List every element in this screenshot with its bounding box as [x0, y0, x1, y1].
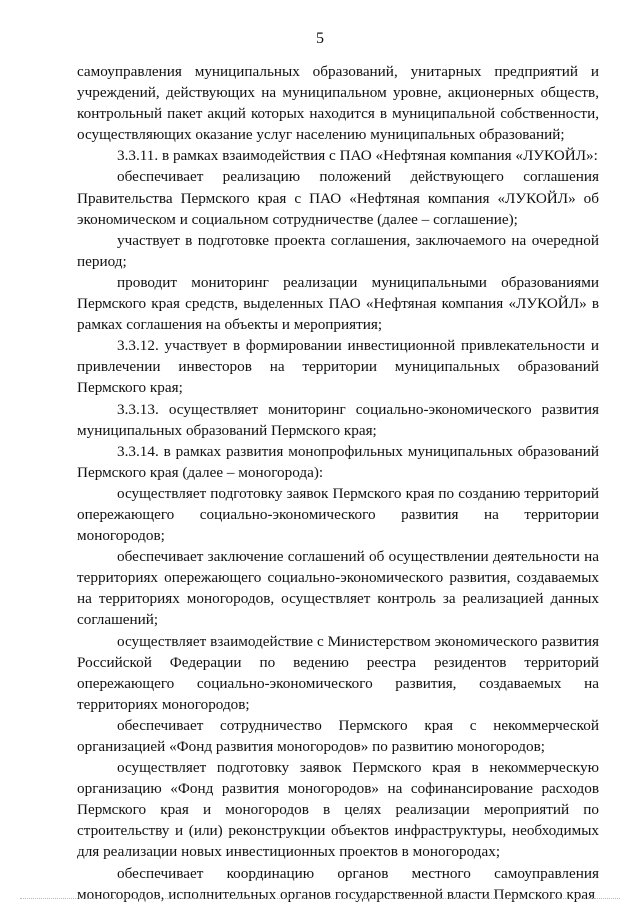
- paragraph: 3.3.12. участвует в формировании инвестиционной привлекательности и привлечении инвесторов на территории муниципальных образований Пермского края;: [77, 337, 599, 397]
- paragraph: осуществляет взаимодействие с Министерством экономического развития Российской Федерации по ведению реестра резидентов территорий опережающего социально-экономического развития, создаваемых на территориях моногородов;: [77, 632, 599, 713]
- paragraph: обеспечивает координацию органов местного самоуправления моногородов, исполнительных органов государственной власти Пермского края: [77, 864, 599, 903]
- document-body: [77, 61, 599, 905]
- paragraph: проводит мониторинг реализации муниципальными образованиями Пермского края средств, выделенных ПАО «Нефтяная компания «ЛУКОЙЛ» в рамках соглашения на объекты и мероприятия;: [77, 273, 599, 334]
- paragraph: 3.3.13. осуществляет мониторинг социально-экономического развития муниципальных образований Пермского края;: [77, 400, 599, 439]
- scan-edge-line: [20, 898, 620, 901]
- paragraph: обеспечивает сотрудничество Пермского края с некоммерческой организацией «Фонд развития моногородов» по развитию моногородов;: [77, 716, 599, 755]
- paragraph: 3.3.11. в рамках взаимодействия с ПАО «Нефтяная компания «ЛУКОЙЛ»:: [117, 147, 598, 165]
- paragraph: самоуправления муниципальных образований, унитарных предприятий и учреждений, действующих на муниципальном уровне, акционерных обществ, контрольный пакет акций которых находится в муниципальной собственности, осуществляющих оказание услуг населению муниципальных образований;: [77, 63, 599, 144]
- paragraph: обеспечивает реализацию положений действующего соглашения Правительства Пермского края с ПАО «Нефтяная компания «ЛУКОЙЛ» об экономическом и социальном сотрудничестве (далее – соглашение);: [77, 168, 599, 228]
- paragraph: участвует в подготовке проекта соглашения, заключаемого на очередной период;: [77, 231, 599, 270]
- paragraph: обеспечивает заключение соглашений об осуществлении деятельности на территориях опережающего социально-экономического развития, создаваемых на территориях моногородов, осуществляет контроль за реализацией данных соглашений;: [77, 548, 599, 629]
- paragraph: 3.3.14. в рамках развития монопрофильных муниципальных образований Пермского края (далее – моногорода):: [77, 442, 599, 481]
- paragraph: осуществляет подготовку заявок Пермского края в некоммерческую организацию «Фонд развития моногородов» на софинансирование расходов Пермского края и моногородов в целях реализации мероприятий по строительству и (или) реконструкции объектов инфраструктуры, необходимых для реализации новых инвестиционных проектов в моногородах;: [77, 759, 599, 861]
- page-number: 5: [316, 30, 324, 47]
- paragraph: осуществляет подготовку заявок Пермского края по созданию территорий опережающего социально-экономического развития на территории моногородов;: [77, 484, 599, 545]
